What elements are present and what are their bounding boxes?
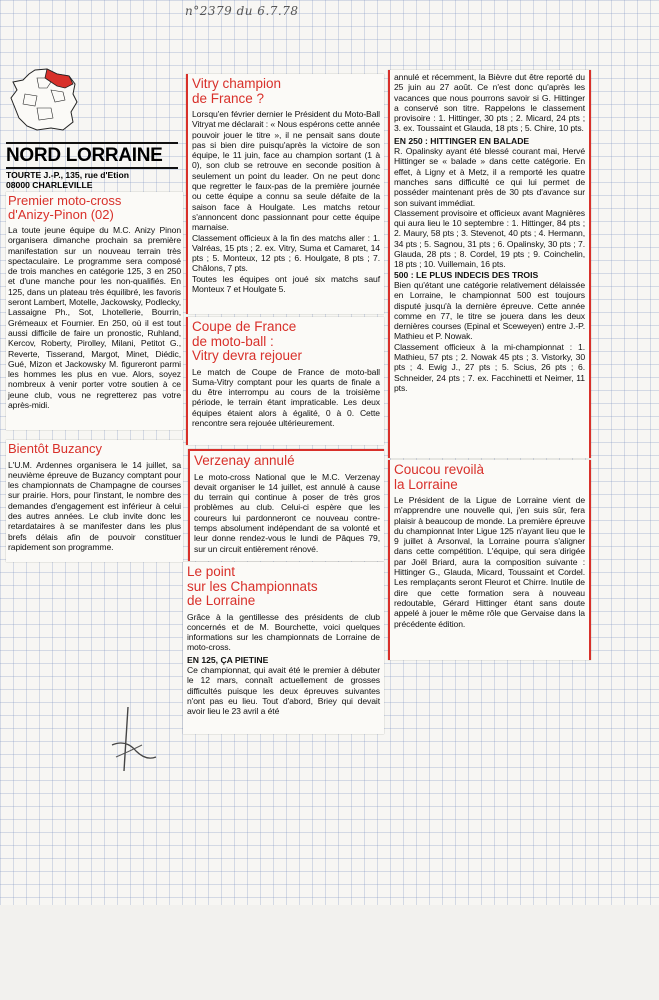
- article-body: Grâce à la gentillesse des présidents de club concernés et de M. Bourchette, voici quelques informations sur les championnats de Lorraine de moto-cross.: [187, 611, 380, 653]
- article-coupe-de-france: [186, 317, 384, 445]
- article-title: [8, 194, 181, 222]
- title-line: Premier moto-cross: [8, 193, 122, 208]
- article-anizy-pinon: [6, 192, 183, 430]
- article-subheading: EN 125, ÇA PIETINE: [187, 654, 269, 665]
- article-ranking: Classement officieux à la fin des matchs aller : 1. Valréas, 15 pts ; 2. ex. Vitry, Suma et Camaret, 14 pts ; 5. Monteux, 12 pts ; 6. Houlgate, 8 pts ; 7. Châlons, 7 pts.: [192, 232, 380, 274]
- title-line: Vitry champion: [192, 76, 282, 91]
- article-subheading: 500 : LE PLUS INDECIS DES TROIS: [394, 269, 539, 280]
- article-le-point: [183, 562, 384, 734]
- title-line: Vitry devra rejouer: [192, 348, 303, 363]
- author-line: TOURTE J.-P., 135, rue d'Etion: [6, 170, 130, 180]
- article-title: [187, 565, 380, 609]
- article-body: Le Président de la Ligue de Lorraine vient de m'apprendre une nouvelle qui, j'en suis sûr, fera plaisir à beaucoup de monde. La première épreuve du championnat Inter Ligue 125 n'ayant lieu que le 9 juillet à Arsonval, la Lorraine pourra s'aligner dans cette compétition. L'équipe, qui sera dirigée par Joël Briard, aura la composition suivante : Hittinger G., Glauda, Micard, Toussaint et Cordel. Les remplaçants seront Fleurot et Chirre. Inutile de dire que cette formation sera à nouveau redoutable, Gérard Hittinger étant sans doute appelé à jouer le même rôle que Gervaise dans la précédente édition.: [394, 495, 585, 629]
- title-line: de Lorraine: [187, 593, 256, 608]
- author-line: 08000 CHARLEVILLE: [6, 180, 93, 190]
- pencil-scribble-mark: [106, 705, 161, 775]
- article-ranking: Classement provisoire et officieux avant Magnières qui aura lieu le 10 septembre : 1. Hittinger, 84 pts ; 2. Maury, 58 pts ; 3. Stevenot, 40 pts ; 4. Hermann, 34 pts ; 5. Sagnou, 31 pts ; 6. Opalinsky, 30 pts ; 7. Glauda, 28 pts ; 8. Cordel, 19 pts ; 9. Coinchelin, 18 pts ; 10. Vuillemain, 16 pts.: [394, 207, 585, 270]
- article-body: Bien qu'étant une catégorie relativement délaissée en Lorraine, le championnat 500 est toujours disputé jusqu'à la dernière épreuve. Cette année comme en 77, le titre se jouera dans les deux dernières courses (Epinal et Sceweyen) entre J.-P. Mathieu et P. Nowak.: [394, 279, 585, 342]
- article-title: [192, 77, 380, 106]
- article-vitry-champion: [186, 74, 384, 314]
- article-body: R. Opalinsky ayant été blessé courant mai, Hervé Hittinger se « balade » dans cette catégorie. En effet, à Ligny et à Metz, il a remporté les quatre manches sans difficulté ce qui lui permet de posséder maintenant près de 30 pts d'avance sur son suivant immédiat.: [394, 146, 585, 208]
- title-line: d'Anizy-Pinon (02): [8, 207, 114, 222]
- article-lorraine-continued: [388, 70, 591, 458]
- page-bottom-margin: [0, 905, 659, 1000]
- handwritten-issue-note: n°2379 du 6.7.78: [185, 4, 299, 18]
- article-buzancy: [6, 440, 183, 562]
- article-body: annulé et récemment, la Bièvre dut être reporté du 25 juin au 27 août. Ce n'est donc qu'après les vacances que nous pourrons savoir si G. Hittinger a conservé son titre. Rappelons le classement provisoire : 1. Hittinger, 30 pts ; 2. Micard, 24 pts ; 3. ex. Toussaint et Glauda, 18 pts ; 5. Chire, 10 pts.: [394, 72, 585, 134]
- title-line: Coucou revoilà: [394, 462, 485, 477]
- title-line: la Lorraine: [394, 476, 458, 492]
- article-body: L'U.M. Ardennes organisera le 14 juillet, sa neuvième épreuve de Buzancy comptant pour les championnats de Champagne de courses sur prairie. Hors, pour l'instant, le nombre des demandes d'engagement est inférieur à celui des autres années. Le club invite donc les retardataires à se manifester dans les plus brefs délais afin de pouvoir constituer rapidement son programme.: [8, 459, 181, 552]
- article-body: Ce championnat, qui avait été le premier à débuter le 12 mars, connaît actuellement de grosses difficultés puisque les deux épreuves suivantes n'ont pas eu lieu. Tout d'abord, Briey qui devait avoir lieu le 23 avril a été: [187, 664, 380, 717]
- title-line: de moto-ball :: [192, 333, 274, 349]
- article-title: [192, 320, 380, 364]
- article-title: [394, 463, 585, 492]
- article-ranking: Classement officieux à la mi-championnat : 1. Mathieu, 57 pts ; 2. Nowak 45 pts ; 3. Vistorky, 30 pts ; 4. Ewig J., 27 pts ; 5. Scius, 26 pts ; 6. Schneider, 24 pts ; 7. ex. Facchinetti et Neimer, 11 pts.: [394, 341, 585, 393]
- article-title: Bientôt Buzancy: [8, 441, 102, 456]
- title-line: sur les Championnats: [187, 578, 318, 594]
- masthead-title: NORD LORRAINE: [6, 142, 178, 169]
- article-coucou-revoila: [388, 460, 591, 660]
- article-body: La toute jeune équipe du M.C. Anizy Pinon organisera dimanche prochain sa première manifestation sur un nouveau terrain très spectaculaire. Le programme sera composé de trois manches en catégorie 125, 3 en 250 et d'une manche pour les non-qualifiés. En 125, dans un plateau très équilibré, les favoris seront Lambert, Motelle, Jackowsky, Podlecky, Lassaigne Ph., Sot, Lhotellerie, Bourrin, Grémeaux et Fournier. En 250, où il est tout aussi difficile de faire un pronostic, Ruhland, Kercov, Roberty, Pirolley, Milani, Petitot G., Reverte, Tisserand, Margot, Minet, Diédic, Gué, Mizon et Jackowsky M. figureront parmi les hommes les plus en vue. Alors, soyez nombreux à venir porter votre soutien à ce jeune club, vous ne regretterez pas votre après-midi.: [8, 225, 181, 411]
- author-address: [6, 170, 182, 190]
- title-line: Le point: [187, 564, 236, 579]
- article-body: Lorsqu'en février dernier le Président du Moto-Ball Vitryat me déclarait : « Nous espérons cette année pouvoir jouer le titre », il ne pensait sans doute pas si bien dire puisqu'après la victoire de son équipe, le 11 juin, face au champion sortant (1 à 0), son club se retrouve en seconde position à seulement un point du leader. On ne peut donc que regretter le faux-pas de la première journée ou cette équipe a connu sa seule défaite de la saison face à Houlgate. Les matchs retour s'annoncent donc passionnant pour cette équipe marnaise.: [192, 109, 380, 233]
- title-line: de France ?: [192, 90, 265, 106]
- article-subheading: EN 250 : HITTINGER EN BALADE: [394, 135, 530, 146]
- article-verzenay: [188, 449, 384, 561]
- article-body: Le match de Coupe de France de moto-ball Suma-Vitry comptant pour les quarts de finale a du être interrompu au cours de la troisième période, le terrain étant impraticable. Les deux équipes étaient alors à égalité, 0 à 0. Cette rencontre sera rejouée ultérieurement.: [192, 366, 380, 428]
- article-note: Toutes les équipes ont joué six matchs sauf Monteux 7 et Houlgate 5.: [192, 273, 380, 295]
- article-title: Verzenay annulé: [194, 453, 295, 468]
- france-map-icon: [7, 68, 79, 132]
- article-body: Le moto-cross National que le M.C. Verzenay devait organiser le 14 juillet, est annulé à cause du terrain qui continue à poser de très gros problèmes au club. Celui-ci espère que les coureurs lui pardonneront ce nouveau contre-temps absolument indépendant de sa volonté et leur donne rendez-vous le lundi de Pâques 79, sur un circuit entièrement rénové.: [194, 471, 380, 554]
- title-line: Coupe de France: [192, 319, 297, 334]
